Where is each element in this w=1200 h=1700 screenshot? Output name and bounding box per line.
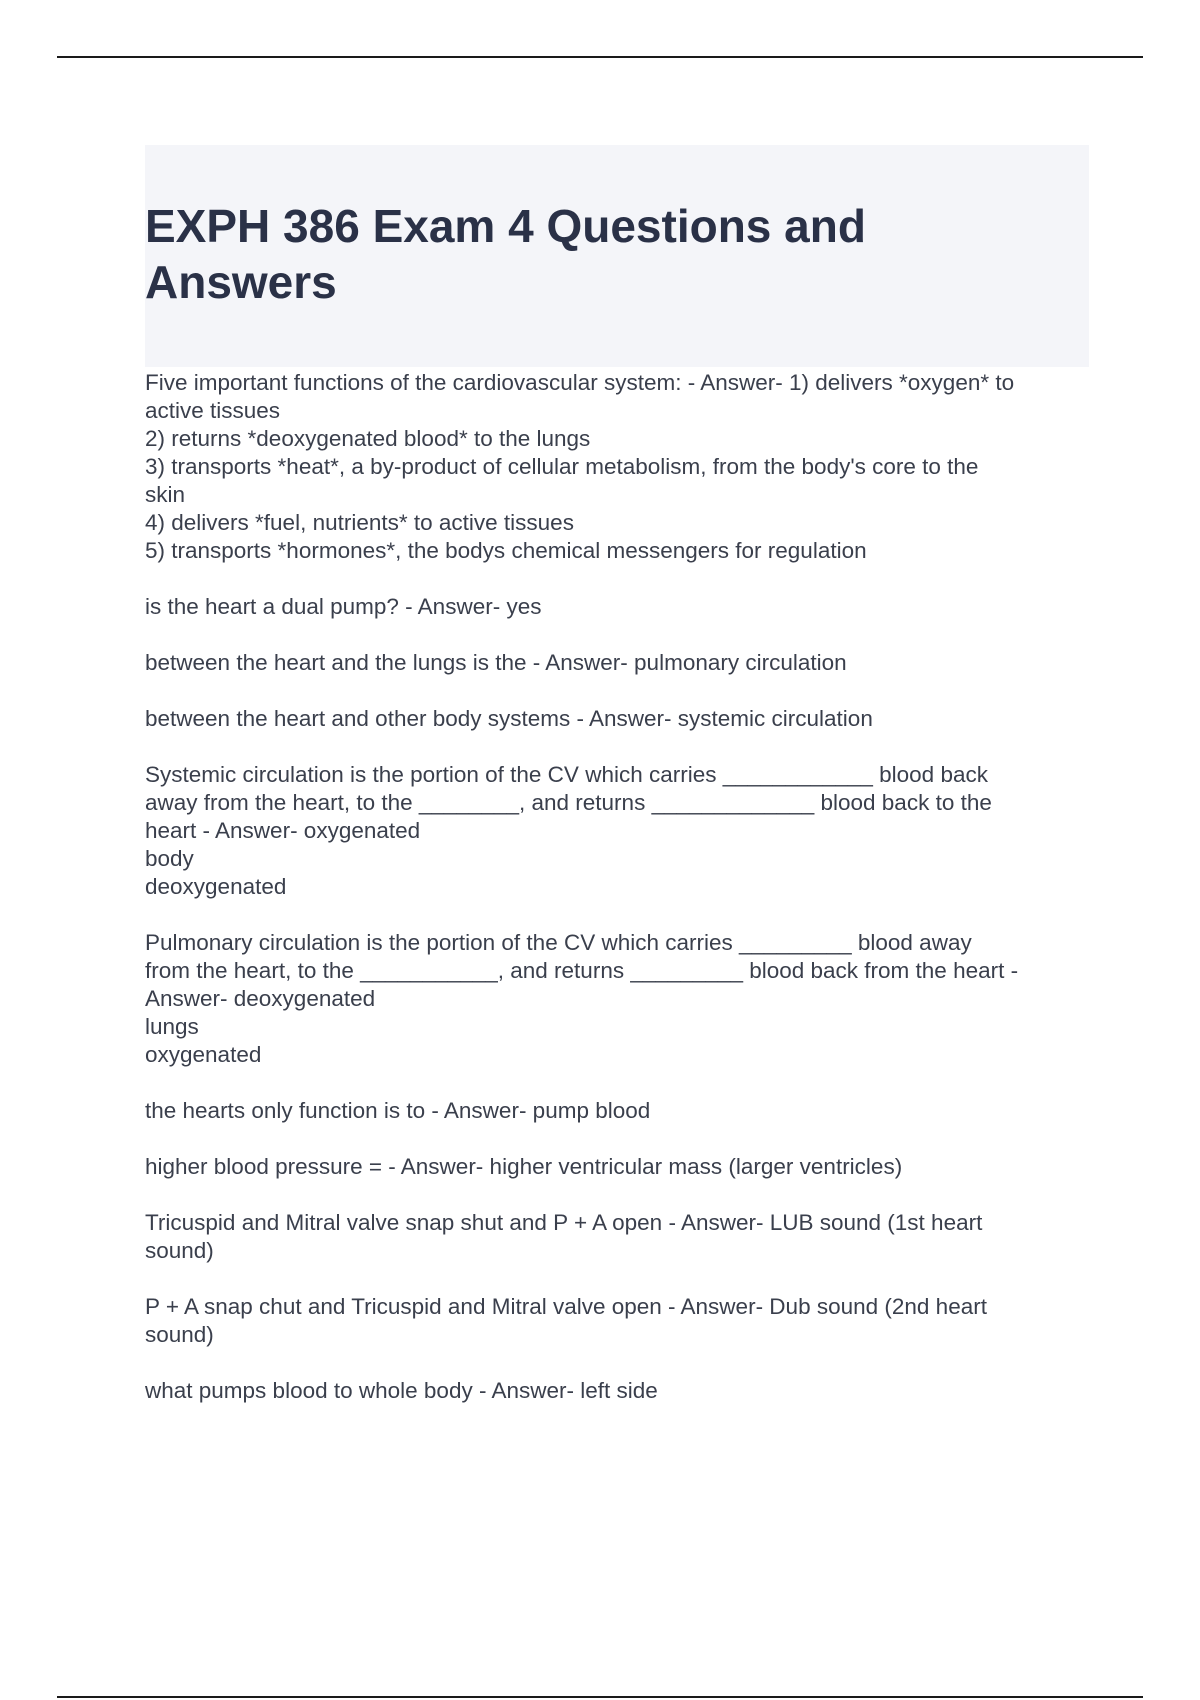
qa-line: between the heart and other body systems - Answer- systemic circulation <box>145 706 873 731</box>
qa-entry <box>145 1153 1089 1181</box>
qa-entry <box>145 761 1089 901</box>
qa-entry <box>145 1293 1089 1349</box>
qa-line: what pumps blood to whole body - Answer- left side <box>145 1378 658 1403</box>
qa-line: heart - Answer- oxygenated <box>145 818 421 843</box>
qa-line: between the heart and the lungs is the - Answer- pulmonary circulation <box>145 650 847 675</box>
qa-line: sound) <box>145 1322 214 1347</box>
qa-line: from the heart, to the ___________, and returns _________ blood back from the heart - <box>145 958 1019 983</box>
title-line: EXPH 386 Exam 4 Questions and <box>145 200 866 252</box>
qa-line: 2) returns *deoxygenated blood* to the lungs <box>145 426 591 451</box>
qa-line: higher blood pressure = - Answer- higher ventricular mass (larger ventricles) <box>145 1154 903 1179</box>
title-line: Answers <box>145 256 337 308</box>
qa-entry <box>145 1097 1089 1125</box>
qa-line: is the heart a dual pump? - Answer- yes <box>145 594 542 619</box>
bottom-rule <box>57 1696 1143 1698</box>
qa-line: active tissues <box>145 398 281 423</box>
qa-line: away from the heart, to the ________, and returns _____________ blood back to the <box>145 790 992 815</box>
qa-entry <box>145 369 1089 565</box>
qa-line: Tricuspid and Mitral valve snap shut and P + A open - Answer- LUB sound (1st heart <box>145 1210 983 1235</box>
qa-line: skin <box>145 482 186 507</box>
qa-line: body <box>145 846 194 871</box>
qa-line: 4) delivers *fuel, nutrients* to active tissues <box>145 510 574 535</box>
qa-entry <box>145 593 1089 621</box>
document-title <box>145 198 975 310</box>
qa-line: 5) transports *hormones*, the bodys chemical messengers for regulation <box>145 538 867 563</box>
qa-line: the hearts only function is to - Answer- pump blood <box>145 1098 651 1123</box>
qa-line: Pulmonary circulation is the portion of the CV which carries _________ blood away <box>145 930 972 955</box>
qa-line: 3) transports *heat*, a by-product of cellular metabolism, from the body's core to the <box>145 454 979 479</box>
qa-entry <box>145 705 1089 733</box>
qa-line: oxygenated <box>145 1042 262 1067</box>
qa-line: Systemic circulation is the portion of the CV which carries ____________ blood back <box>145 762 988 787</box>
qa-entry <box>145 929 1089 1069</box>
qa-entry <box>145 1209 1089 1265</box>
qa-line: deoxygenated <box>145 874 287 899</box>
top-rule <box>57 56 1143 58</box>
qa-line: Answer- deoxygenated <box>145 986 376 1011</box>
qa-line: sound) <box>145 1238 214 1263</box>
qa-line: lungs <box>145 1014 199 1039</box>
qa-line: Five important functions of the cardiovascular system: - Answer- 1) delivers *oxygen* to <box>145 370 1015 395</box>
qa-entry <box>145 649 1089 677</box>
qa-line: P + A snap chut and Tricuspid and Mitral valve open - Answer- Dub sound (2nd heart <box>145 1294 987 1319</box>
qa-list <box>145 369 1089 1433</box>
qa-entry <box>145 1377 1089 1405</box>
